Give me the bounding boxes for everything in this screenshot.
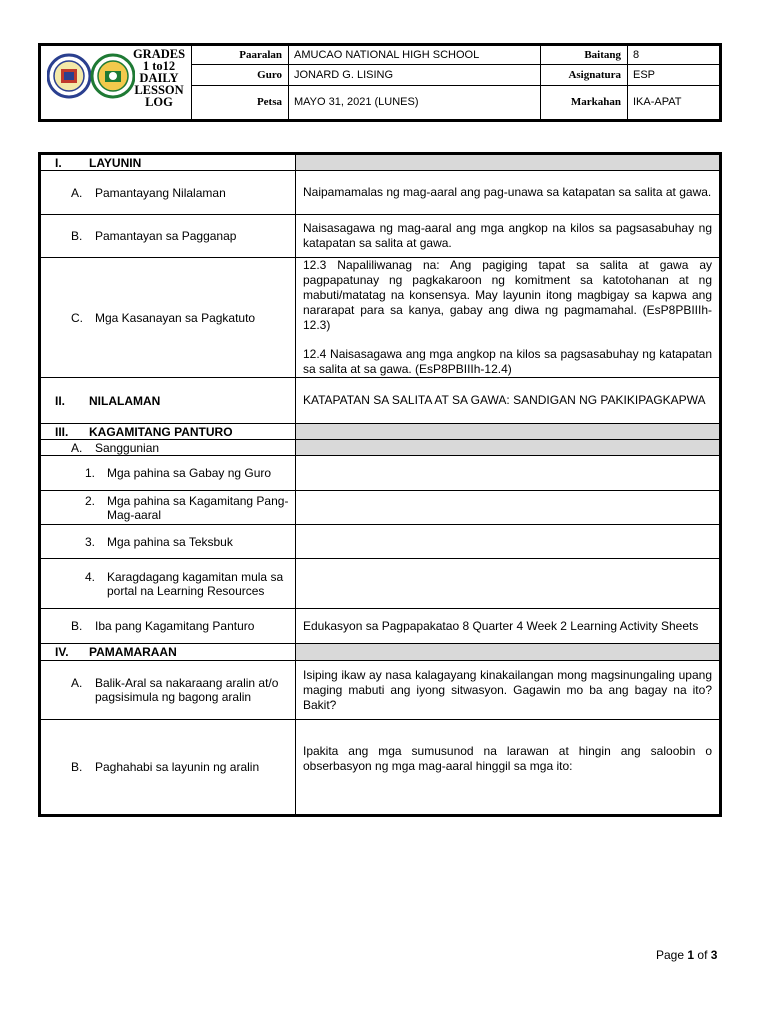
value-guro: JONARD G. LISING — [289, 64, 541, 85]
item-number: 3. — [85, 534, 96, 549]
item-number: A. — [71, 185, 83, 200]
item-content: Naipamamalas ng mag-aaral ang pag-unawa sa katapatan sa salita at gawa. — [296, 171, 721, 215]
item-number: B. — [71, 229, 83, 243]
section-number: III. — [55, 424, 69, 439]
current-page: 1 — [687, 948, 695, 962]
label-paaralan: Paaralan — [192, 45, 289, 65]
item-label: Balik-Aral sa nakaraang aralin at/o pagsisimula ng bagong aralin — [95, 676, 279, 704]
item-label: Mga Kasanayan sa Pagkatuto — [95, 310, 256, 325]
shaded-cell — [296, 154, 721, 171]
row-mga-kasanayan — [40, 258, 721, 378]
row-paghahabi — [40, 720, 721, 816]
value-paaralan: AMUCAO NATIONAL HIGH SCHOOL — [289, 45, 541, 65]
section-content: KATAPATAN SA SALITA AT SA GAWA: SANDIGAN NG PAKIKIPAGKAPWA — [296, 378, 721, 424]
school-seal — [92, 55, 134, 97]
value-petsa: MAYO 31, 2021 (LUNES) — [289, 85, 541, 120]
section-pamamaraan — [40, 644, 721, 661]
competency-12-3: 12.3 Napaliliwanag na: Ang pagiging tapat sa salita at gawa ay pagpapatunay ng pagkakaroon ng komitment sa katotohanan at ng mabuti/matatag na konsensya. May layunin itong magbigay sa kapwa ang nararapat para sa kanya, gabay ang diwa ng pagmamahal. (EsP8PBIIIh-12.3) — [303, 258, 712, 332]
item-content: Naisasagawa ng mag-aaral ang mga angkop na kilos sa pagsasabuhay ng katapatan sa salita at gawa. — [296, 215, 721, 258]
label-baitang: Baitang — [541, 45, 628, 65]
page-word: Page — [656, 948, 685, 962]
section-title: KAGAMITANG PANTURO — [89, 424, 233, 439]
deped-seal — [48, 55, 90, 97]
item-number: C. — [71, 310, 83, 325]
competency-12-4: 12.4 Naisasagawa ang mga angkop na kilos sa pagsasabuhay ng katapatan sa salita at sa gawa. (EsP8PBIIIh-12.4) — [303, 347, 712, 376]
row-kagamitang-pang-mag-aaral — [40, 491, 721, 525]
section-nilalaman — [40, 378, 721, 424]
item-label: Iba pang Kagamitang Panturo — [95, 619, 255, 633]
grades-label: GRADES 1 to12 DAILY LESSON LOG — [132, 47, 186, 109]
section-number: II. — [55, 393, 66, 408]
item-number: 2. — [85, 493, 96, 508]
row-iba-pang-kagamitan — [40, 609, 721, 644]
label-petsa: Petsa — [192, 85, 289, 120]
item-label: Karagdagang kagamitan mula sa portal na Learning Resources — [107, 569, 284, 598]
lesson-table — [38, 152, 722, 817]
item-number: 4. — [85, 569, 96, 584]
item-label: Pamantayang Nilalaman — [95, 185, 226, 200]
school-seals — [47, 52, 135, 100]
row-pamantayan-sa-pagganap — [40, 215, 721, 258]
item-number: A. — [71, 676, 83, 690]
row-balik-aral — [40, 661, 721, 720]
shaded-cell — [296, 424, 721, 440]
of-word: of — [697, 948, 708, 962]
item-number: A. — [71, 440, 83, 455]
value-asignatura: ESP — [628, 64, 721, 85]
item-label: Mga pahina sa Gabay ng Guro — [107, 466, 272, 480]
empty-cell — [296, 491, 721, 525]
empty-cell — [296, 456, 721, 491]
section-title: LAYUNIN — [89, 155, 142, 170]
label-asignatura: Asignatura — [541, 64, 628, 85]
item-number: 1. — [85, 466, 96, 480]
section-number: IV. — [55, 645, 69, 659]
item-content: Ipakita ang mga sumusunod na larawan at hingin ang saloobin o obserbasyon ng mga mag-aaral hinggil sa mga ito: — [296, 720, 721, 816]
label-guro: Guro — [192, 64, 289, 85]
value-markahan: IKA-APAT — [628, 85, 721, 120]
label-markahan: Markahan — [541, 85, 628, 120]
row-karagdagang-kagamitan — [40, 559, 721, 609]
page-number — [656, 948, 717, 962]
item-label: Mga pahina sa Kagamitang Pang-Mag-aaral — [107, 493, 289, 522]
item-content — [296, 258, 721, 378]
header-table — [38, 43, 722, 122]
total-pages: 3 — [710, 948, 718, 962]
section-number: I. — [55, 155, 62, 170]
row-sanggunian — [40, 440, 721, 456]
item-content: Isiping ikaw ay nasa kalagayang kinakailangan mong magsinungaling upang maging mabuti ang iyong sitwasyon. Gagawin mo ba ang bagay na ito? Bakit? — [296, 661, 721, 720]
shaded-cell — [296, 440, 721, 456]
row-pamantayang-nilalaman — [40, 171, 721, 215]
shaded-cell — [296, 644, 721, 661]
item-label: Sanggunian — [95, 440, 160, 455]
item-label: Paghahabi sa layunin ng aralin — [95, 760, 260, 774]
section-kagamitan — [40, 424, 721, 440]
logo-cell — [40, 45, 192, 121]
section-title: NILALAMAN — [89, 393, 161, 408]
item-number: B. — [71, 760, 83, 774]
row-teksbuk — [40, 525, 721, 559]
section-title: PAMAMARAAN — [89, 645, 177, 659]
value-baitang: 8 — [628, 45, 721, 65]
item-label: Mga pahina sa Teksbuk — [107, 534, 233, 549]
section-layunin — [40, 154, 721, 171]
item-number: B. — [71, 619, 83, 633]
empty-cell — [296, 559, 721, 609]
row-gabay-ng-guro — [40, 456, 721, 491]
empty-cell — [296, 525, 721, 559]
item-content: Edukasyon sa Pagpapakatao 8 Quarter 4 Week 2 Learning Activity Sheets — [296, 609, 721, 644]
item-label: Pamantayan sa Pagganap — [95, 229, 237, 243]
